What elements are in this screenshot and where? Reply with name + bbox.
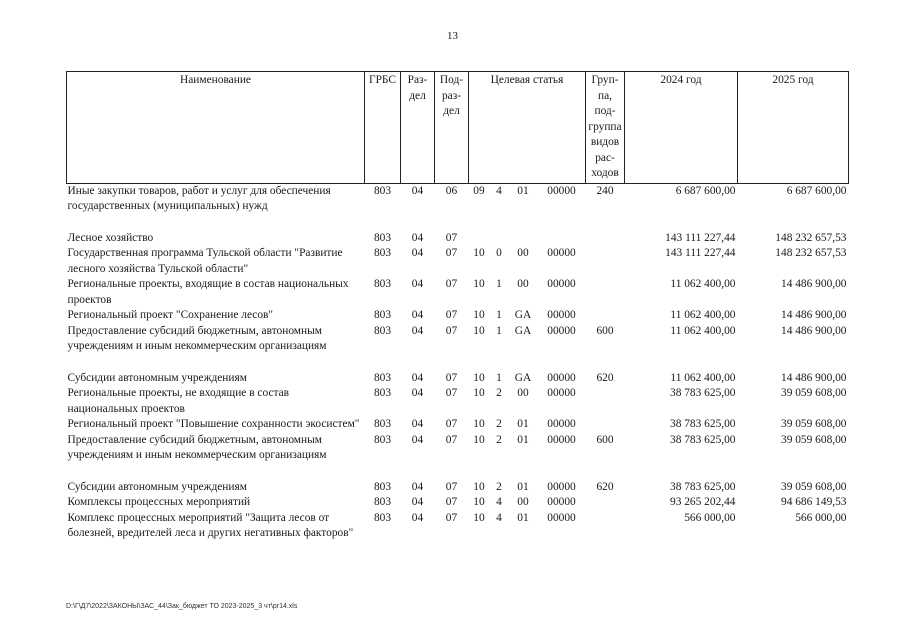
row-cs-subprogram: 4 — [496, 511, 502, 524]
row-gruppa: 240 — [596, 184, 614, 197]
row-razdel: 04 — [411, 309, 424, 321]
table-row — [67, 495, 849, 511]
row-cs-direction: 01 — [517, 184, 529, 197]
row-name: Субсидии автономным учреждениям — [67, 371, 247, 384]
row-gruppa — [586, 308, 625, 324]
row-cs-direction: 00 — [517, 247, 529, 259]
row-cs-subprogram: 1 — [496, 324, 502, 337]
row-cs-direction — [509, 231, 538, 247]
row-podrazdel: 07 — [445, 480, 458, 493]
row-gruppa: 620 — [596, 480, 614, 493]
row-cs-subprogram: 2 — [496, 433, 502, 446]
table-row — [67, 308, 849, 324]
row-podrazdel: 07 — [445, 433, 458, 446]
row-grbs: 803 — [373, 324, 392, 337]
row-podrazdel: 07 — [445, 309, 458, 321]
header-tselevaya-statya: Целевая статья — [469, 72, 586, 184]
row-cs-subprogram: 4 — [496, 184, 502, 197]
row-podrazdel: 07 — [445, 324, 458, 337]
table-row — [67, 277, 849, 308]
table-row — [67, 231, 849, 247]
row-podrazdel: 07 — [445, 511, 458, 524]
footer-file-path: D:\Г\Д7\2022\ЗАКОНЫ\ЗАС_44\Зак_бюджет ТО 2023-2025_3 чт\pr14.xls — [66, 603, 298, 610]
row-cs-direction: 00 — [517, 496, 529, 508]
row-amount-2024: 93 265 202,44 — [670, 496, 736, 508]
row-grbs: 803 — [373, 387, 392, 399]
row-cs-program: 10 — [473, 418, 485, 430]
row-grbs: 803 — [373, 184, 392, 197]
row-grbs: 803 — [373, 480, 392, 493]
row-cs-code: 00000 — [547, 324, 576, 337]
row-razdel: 04 — [411, 433, 424, 446]
row-amount-2024: 11 062 400,00 — [670, 324, 736, 337]
row-cs-program: 10 — [473, 371, 485, 384]
row-amount-2024: 143 111 227,44 — [665, 247, 736, 259]
row-cs-subprogram: 2 — [496, 480, 502, 493]
table-row — [67, 246, 849, 277]
row-amount-2025: 39 059 608,00 — [781, 387, 847, 399]
row-name: Комплексы процессных мероприятий — [67, 496, 251, 508]
row-cs-subprogram: 1 — [496, 278, 502, 290]
row-amount-2024: 38 783 625,00 — [670, 418, 736, 430]
row-grbs: 803 — [373, 496, 392, 508]
row-cs-code: 00000 — [547, 418, 576, 430]
row-cs-direction: 01 — [517, 433, 529, 446]
table-body — [67, 183, 849, 542]
header-year-2024: 2024 год — [625, 72, 738, 184]
row-razdel: 04 — [411, 418, 424, 430]
row-amount-2024: 11 062 400,00 — [670, 309, 736, 321]
row-cs-program — [469, 231, 490, 247]
row-cs-subprogram: 0 — [496, 247, 502, 259]
row-gruppa — [586, 277, 625, 308]
row-gruppa — [586, 246, 625, 277]
row-cs-subprogram: 1 — [496, 309, 502, 321]
row-cs-program: 10 — [473, 433, 485, 446]
row-amount-2024: 38 783 625,00 — [670, 480, 736, 493]
budget-table — [66, 71, 849, 542]
row-cs-subprogram: 2 — [496, 418, 502, 430]
row-razdel: 04 — [411, 387, 424, 399]
row-razdel: 04 — [411, 231, 424, 244]
row-podrazdel: 07 — [445, 278, 458, 290]
row-cs-code: 00000 — [547, 433, 576, 446]
row-name: Субсидии автономным учреждениям — [67, 480, 247, 493]
row-razdel: 04 — [411, 324, 424, 337]
row-name: Предоставление субсидий бюджетным, автономным учреждениям и иным некоммерческим организациям — [67, 433, 327, 461]
row-cs-program: 10 — [473, 480, 485, 493]
row-amount-2024: 11 062 400,00 — [670, 278, 736, 290]
row-cs-code: 00000 — [547, 309, 576, 321]
table-row — [67, 324, 849, 371]
row-amount-2024: 38 783 625,00 — [670, 433, 736, 446]
row-gruppa: 600 — [596, 324, 614, 337]
row-cs-code: 00000 — [547, 247, 576, 259]
row-cs-subprogram: 4 — [496, 496, 502, 508]
row-name: Иные закупки товаров, работ и услуг для обеспечения государственных (муниципальных) нужд — [67, 184, 331, 212]
row-razdel: 04 — [411, 480, 424, 493]
row-amount-2025: 39 059 608,00 — [781, 433, 847, 446]
row-podrazdel: 07 — [445, 371, 458, 384]
table-row — [67, 183, 849, 231]
header-podrazdel: Под- раз- дел — [435, 72, 469, 184]
row-razdel: 04 — [411, 278, 424, 290]
row-name: Предоставление субсидий бюджетным, автономным учреждениям и иным некоммерческим организациям — [67, 324, 327, 352]
row-cs-direction: 01 — [517, 480, 529, 493]
row-amount-2024: 6 687 600,00 — [675, 184, 736, 197]
row-grbs: 803 — [373, 309, 392, 321]
row-amount-2024: 566 000,00 — [684, 511, 736, 524]
table-row — [67, 371, 849, 387]
row-cs-code: 00000 — [547, 496, 576, 508]
row-podrazdel: 07 — [445, 387, 458, 399]
row-podrazdel: 07 — [445, 247, 458, 259]
row-gruppa — [586, 511, 625, 542]
row-cs-program: 10 — [473, 278, 485, 290]
row-gruppa — [586, 417, 625, 433]
row-gruppa: 600 — [596, 433, 614, 446]
table-row — [67, 386, 849, 417]
table-row — [67, 480, 849, 496]
row-cs-code: 00000 — [547, 278, 576, 290]
row-cs-program: 10 — [473, 511, 485, 524]
row-grbs: 803 — [373, 371, 392, 384]
row-cs-direction: 01 — [517, 418, 529, 430]
row-podrazdel: 07 — [445, 231, 458, 244]
row-grbs: 803 — [373, 247, 392, 259]
row-amount-2025: 566 000,00 — [795, 511, 847, 524]
row-razdel: 04 — [411, 247, 424, 259]
row-podrazdel: 07 — [445, 418, 458, 430]
row-grbs: 803 — [373, 278, 392, 290]
row-grbs: 803 — [373, 418, 392, 430]
row-cs-program: 10 — [473, 247, 485, 259]
row-cs-direction: 00 — [517, 387, 529, 399]
row-gruppa — [586, 231, 625, 247]
row-cs-subprogram — [490, 231, 509, 247]
row-cs-program: 10 — [473, 496, 485, 508]
table-row — [67, 433, 849, 480]
row-cs-subprogram: 1 — [496, 371, 502, 384]
row-podrazdel: 07 — [445, 496, 458, 508]
row-amount-2025: 148 232 657,53 — [775, 247, 847, 259]
row-amount-2025: 39 059 608,00 — [781, 418, 847, 430]
row-grbs: 803 — [373, 511, 392, 524]
row-cs-subprogram: 2 — [496, 387, 502, 399]
table-row — [67, 417, 849, 433]
row-cs-program: 09 — [473, 184, 485, 197]
row-name: Государственная программа Тульской области "Развитие лесного хозяйства Тульской области" — [67, 247, 343, 275]
row-cs-direction: GA — [514, 309, 532, 321]
row-amount-2025: 14 486 900,00 — [781, 278, 847, 290]
header-year-2025: 2025 год — [738, 72, 849, 184]
row-cs-code: 00000 — [547, 371, 576, 384]
row-name: Региональный проект "Сохранение лесов" — [67, 309, 274, 321]
row-razdel: 04 — [411, 496, 424, 508]
row-podrazdel: 06 — [445, 184, 458, 197]
row-razdel: 04 — [411, 511, 424, 524]
row-amount-2025: 6 687 600,00 — [786, 184, 847, 197]
row-razdel: 04 — [411, 371, 424, 384]
header-razdel: Раз- дел — [401, 72, 435, 184]
table-row — [67, 511, 849, 542]
row-cs-program: 10 — [473, 309, 485, 321]
row-cs-program: 10 — [473, 387, 485, 399]
row-cs-code: 00000 — [547, 387, 576, 399]
row-amount-2025: 148 232 657,53 — [775, 231, 847, 244]
row-gruppa: 620 — [596, 371, 614, 384]
row-cs-program: 10 — [473, 324, 485, 337]
row-cs-direction: GA — [514, 324, 532, 337]
header-gruppa: Груп- па, под- группа видов рас- ходов — [586, 72, 625, 184]
row-cs-code: 00000 — [547, 184, 576, 197]
table-header-row — [67, 72, 849, 184]
row-amount-2025: 39 059 608,00 — [781, 480, 847, 493]
row-amount-2025: 14 486 900,00 — [781, 324, 847, 337]
row-amount-2024: 38 783 625,00 — [670, 387, 736, 399]
row-amount-2025: 14 486 900,00 — [781, 309, 847, 321]
row-cs-code: 00000 — [547, 511, 576, 524]
row-amount-2024: 11 062 400,00 — [670, 371, 736, 384]
row-grbs: 803 — [373, 231, 392, 244]
row-name: Региональный проект "Повышение сохранности экосистем" — [67, 418, 360, 430]
row-name: Лесное хозяйство — [67, 231, 154, 244]
row-name: Региональные проекты, не входящие в состав национальных проектов — [67, 387, 290, 415]
header-grbs: ГРБС — [365, 72, 401, 184]
row-amount-2025: 94 686 149,53 — [781, 496, 847, 508]
row-amount-2024: 143 111 227,44 — [665, 231, 736, 244]
header-name: Наименование — [67, 72, 365, 184]
row-gruppa — [586, 495, 625, 511]
row-gruppa — [586, 386, 625, 417]
row-cs-code: 00000 — [547, 480, 576, 493]
row-name: Региональные проекты, входящие в состав национальных проектов — [67, 278, 349, 306]
row-razdel: 04 — [411, 184, 424, 197]
budget-table-container — [66, 71, 849, 542]
row-amount-2025: 14 486 900,00 — [781, 371, 847, 384]
row-cs-code — [538, 231, 586, 247]
page-number: 13 — [447, 30, 458, 42]
row-cs-direction: 00 — [517, 278, 529, 290]
row-cs-direction: 01 — [517, 511, 529, 524]
row-name: Комплекс процессных мероприятий "Защита лесов от болезней, вредителей леса и других негативных факторов" — [67, 511, 354, 539]
row-cs-direction: GA — [514, 371, 532, 384]
row-grbs: 803 — [373, 433, 392, 446]
